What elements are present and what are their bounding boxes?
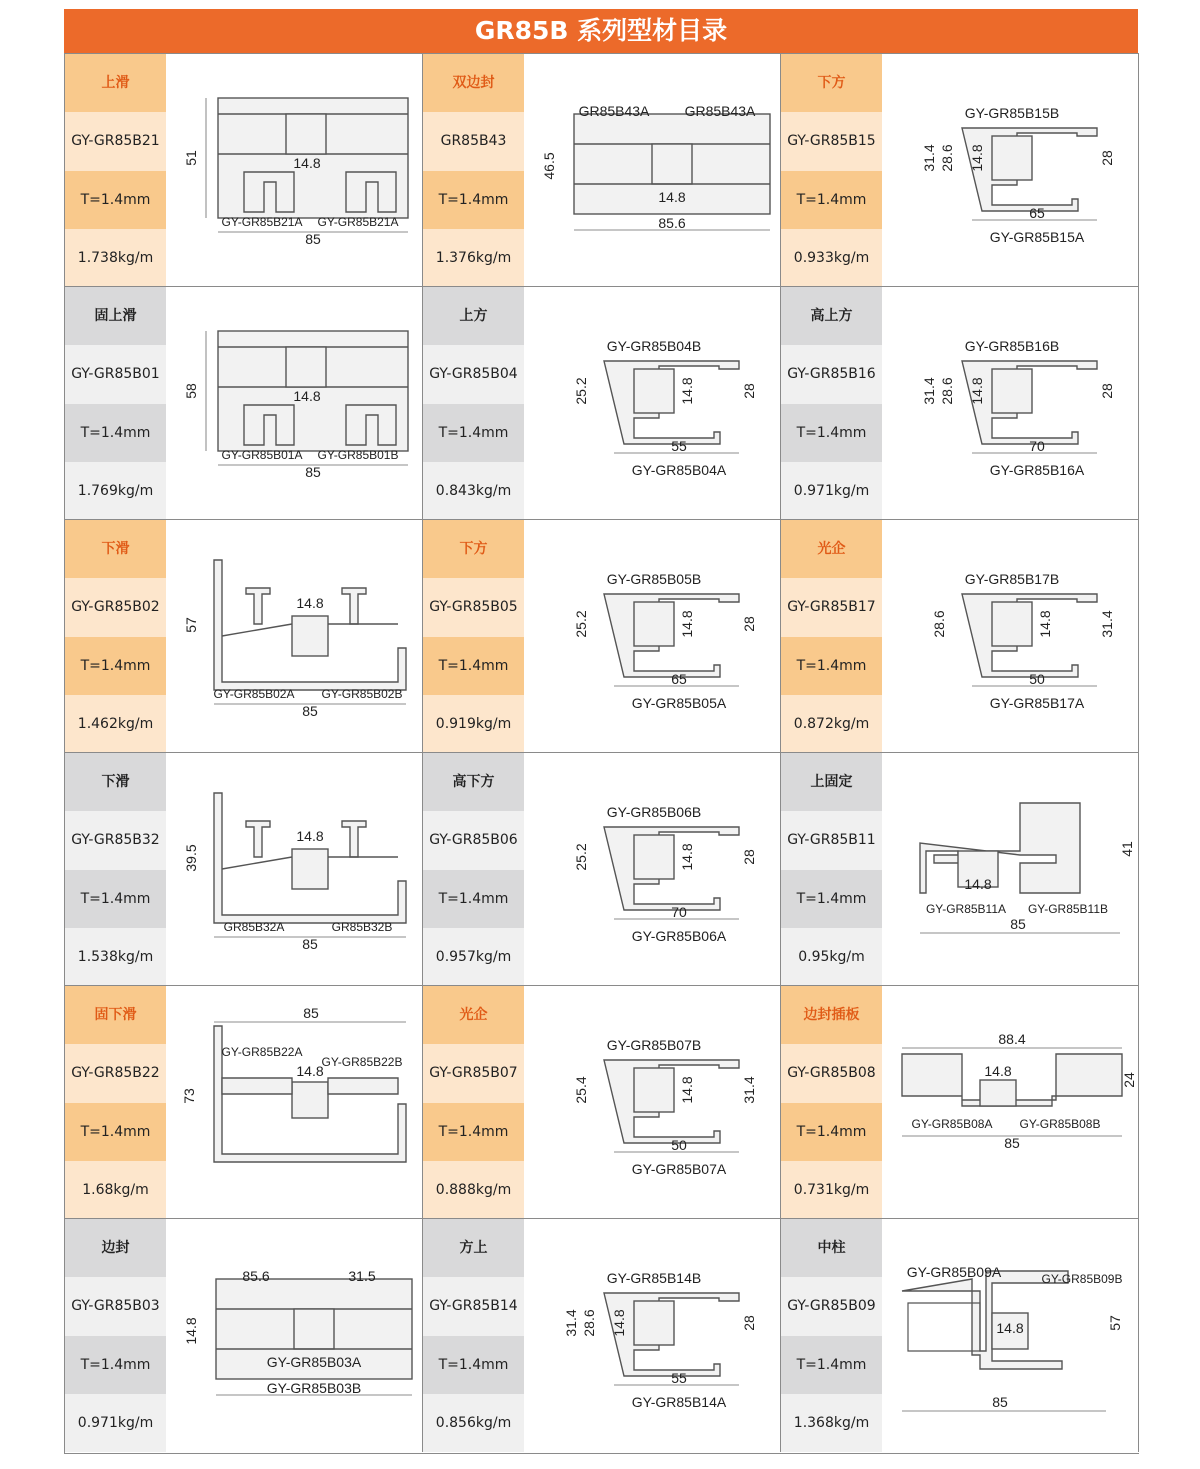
svg-text:85: 85 <box>305 464 321 480</box>
profile-info <box>781 520 882 753</box>
svg-text:GR85B43A: GR85B43A <box>578 103 650 119</box>
profile-section-diagram <box>882 986 1139 1219</box>
profile-drawing <box>166 54 423 287</box>
profile-name: 光企 <box>781 520 882 578</box>
svg-text:GY-GR85B11A: GY-GR85B11A <box>925 902 1007 916</box>
svg-text:85: 85 <box>992 1394 1008 1410</box>
svg-text:70: 70 <box>671 904 687 920</box>
svg-text:50: 50 <box>671 1137 687 1153</box>
svg-text:39.5: 39.5 <box>183 844 199 872</box>
svg-text:65: 65 <box>1029 205 1045 221</box>
svg-text:GY-GR85B14A: GY-GR85B14A <box>631 1394 727 1410</box>
svg-text:28.6: 28.6 <box>931 610 947 638</box>
svg-text:25.2: 25.2 <box>573 377 589 405</box>
profile-section-diagram <box>882 54 1139 287</box>
svg-text:14.8: 14.8 <box>293 388 321 404</box>
catalog-row <box>65 53 1139 287</box>
svg-text:GY-GR85B15A: GY-GR85B15A <box>989 229 1085 245</box>
profile-card <box>423 287 781 520</box>
svg-text:28: 28 <box>1099 383 1115 399</box>
profile-section-diagram <box>166 520 423 753</box>
profile-name: 上滑 <box>65 54 166 112</box>
svg-text:GY-GR85B16B: GY-GR85B16B <box>964 338 1060 354</box>
profile-name: 下方 <box>423 520 524 578</box>
profile-section-diagram <box>882 1219 1139 1452</box>
profile-weight: 1.368kg/m <box>781 1394 882 1452</box>
profile-card <box>781 1219 1139 1452</box>
svg-text:GY-GR85B17B: GY-GR85B17B <box>964 571 1060 587</box>
svg-text:25.2: 25.2 <box>573 843 589 871</box>
profile-weight: 0.731kg/m <box>781 1161 882 1219</box>
svg-text:GY-GR85B11B: GY-GR85B11B <box>1027 902 1109 916</box>
profile-name: 边封插板 <box>781 986 882 1044</box>
profile-code: GY-GR85B21 <box>65 112 166 170</box>
svg-text:14.8: 14.8 <box>183 1317 199 1345</box>
profile-code: GY-GR85B14 <box>423 1277 524 1335</box>
profile-section-diagram <box>524 287 781 520</box>
profile-name: 下滑 <box>65 753 166 811</box>
svg-text:14.8: 14.8 <box>658 189 686 205</box>
svg-text:GY-GR85B21A: GY-GR85B21A <box>317 215 399 229</box>
svg-text:14.8: 14.8 <box>296 828 324 844</box>
profile-thickness: T=1.4mm <box>423 1103 524 1161</box>
profile-code: GY-GR85B08 <box>781 1044 882 1102</box>
profile-info <box>65 287 166 520</box>
profile-section-diagram <box>166 54 423 287</box>
svg-text:65: 65 <box>671 671 687 687</box>
profile-weight: 1.769kg/m <box>65 462 166 520</box>
svg-text:GY-GR85B22B: GY-GR85B22B <box>321 1055 403 1069</box>
profile-info <box>65 986 166 1219</box>
profile-thickness: T=1.4mm <box>781 1103 882 1161</box>
svg-text:GY-GR85B08B: GY-GR85B08B <box>1019 1117 1101 1131</box>
svg-text:GY-GR85B01B: GY-GR85B01B <box>317 448 399 462</box>
profile-thickness: T=1.4mm <box>65 637 166 695</box>
svg-text:GR85B32A: GR85B32A <box>223 920 285 934</box>
svg-text:14.8: 14.8 <box>996 1320 1024 1336</box>
profile-weight: 0.971kg/m <box>65 1394 166 1452</box>
svg-text:46.5: 46.5 <box>541 152 557 180</box>
profile-drawing <box>166 520 423 753</box>
svg-text:14.8: 14.8 <box>296 1063 324 1079</box>
profile-drawing <box>524 753 781 986</box>
svg-text:GY-GR85B14B: GY-GR85B14B <box>606 1270 702 1286</box>
profile-drawing <box>524 1219 781 1452</box>
svg-text:31.4: 31.4 <box>563 1309 579 1337</box>
profile-card <box>65 753 423 986</box>
svg-text:88.4: 88.4 <box>998 1031 1026 1047</box>
svg-text:28.6: 28.6 <box>939 377 955 405</box>
profile-drawing <box>166 986 423 1219</box>
profile-code: GY-GR85B03 <box>65 1277 166 1335</box>
profile-name: 上固定 <box>781 753 882 811</box>
profile-weight: 1.462kg/m <box>65 695 166 753</box>
svg-text:14.8: 14.8 <box>969 377 985 405</box>
profile-name: 上方 <box>423 287 524 345</box>
profile-drawing <box>882 54 1139 287</box>
profile-section-diagram <box>524 986 781 1219</box>
svg-text:57: 57 <box>1107 1315 1123 1331</box>
profile-weight: 0.957kg/m <box>423 928 524 986</box>
profile-code: GY-GR85B22 <box>65 1044 166 1102</box>
svg-text:85: 85 <box>303 1005 319 1021</box>
profile-drawing <box>882 986 1139 1219</box>
svg-text:55: 55 <box>671 438 687 454</box>
profile-drawing <box>882 520 1139 753</box>
svg-text:14.8: 14.8 <box>679 610 695 638</box>
svg-text:51: 51 <box>183 150 199 166</box>
profile-section-diagram <box>524 520 781 753</box>
svg-text:85: 85 <box>1004 1135 1020 1151</box>
profile-name: 固上滑 <box>65 287 166 345</box>
profile-info <box>65 1219 166 1452</box>
svg-text:GY-GR85B08A: GY-GR85B08A <box>911 1117 993 1131</box>
svg-text:GY-GR85B09B: GY-GR85B09B <box>1041 1272 1123 1286</box>
svg-text:25.2: 25.2 <box>573 610 589 638</box>
svg-text:14.8: 14.8 <box>969 144 985 172</box>
svg-text:28: 28 <box>741 383 757 399</box>
svg-text:14.8: 14.8 <box>679 1076 695 1104</box>
svg-text:73: 73 <box>181 1088 197 1104</box>
profile-card <box>65 986 423 1219</box>
profile-drawing <box>166 753 423 986</box>
profile-card <box>65 520 423 753</box>
profile-weight: 0.888kg/m <box>423 1161 524 1219</box>
svg-text:GY-GR85B07B: GY-GR85B07B <box>606 1037 702 1053</box>
profile-info <box>781 54 882 287</box>
profile-info <box>781 287 882 520</box>
svg-text:31.5: 31.5 <box>348 1268 376 1284</box>
profile-info <box>423 986 524 1219</box>
svg-text:31.4: 31.4 <box>1099 610 1115 638</box>
svg-text:28.6: 28.6 <box>939 144 955 172</box>
svg-text:85.6: 85.6 <box>658 215 686 231</box>
svg-text:GY-GR85B06B: GY-GR85B06B <box>606 804 702 820</box>
profile-weight: 0.919kg/m <box>423 695 524 753</box>
svg-text:GY-GR85B02A: GY-GR85B02A <box>213 687 295 701</box>
profile-thickness: T=1.4mm <box>423 404 524 462</box>
svg-text:31.4: 31.4 <box>741 1076 757 1104</box>
profile-drawing <box>524 287 781 520</box>
profile-section-diagram <box>524 54 781 287</box>
profile-code: GY-GR85B05 <box>423 578 524 636</box>
svg-text:GR85B32B: GR85B32B <box>331 920 393 934</box>
svg-text:GY-GR85B16A: GY-GR85B16A <box>989 462 1085 478</box>
profile-card <box>65 1219 423 1452</box>
profile-name: 双边封 <box>423 54 524 112</box>
svg-text:85: 85 <box>302 936 318 952</box>
profile-drawing <box>524 520 781 753</box>
svg-text:14.8: 14.8 <box>293 155 321 171</box>
profile-info <box>65 520 166 753</box>
profile-info <box>65 753 166 986</box>
profile-drawing <box>524 986 781 1219</box>
profile-section-diagram <box>524 753 781 986</box>
profile-card <box>423 54 781 287</box>
profile-name: 高上方 <box>781 287 882 345</box>
profile-code: GY-GR85B01 <box>65 345 166 403</box>
svg-text:28: 28 <box>741 1315 757 1331</box>
profile-weight: 1.538kg/m <box>65 928 166 986</box>
profile-code: GY-GR85B09 <box>781 1277 882 1335</box>
svg-text:14.8: 14.8 <box>679 377 695 405</box>
svg-text:GY-GR85B22A: GY-GR85B22A <box>221 1045 303 1059</box>
svg-text:GY-GR85B05B: GY-GR85B05B <box>606 571 702 587</box>
profile-name: 高下方 <box>423 753 524 811</box>
svg-text:28: 28 <box>1099 150 1115 166</box>
profile-drawing <box>166 1219 423 1452</box>
profile-card <box>65 287 423 520</box>
profile-name: 下方 <box>781 54 882 112</box>
profile-thickness: T=1.4mm <box>781 637 882 695</box>
profile-info <box>65 54 166 287</box>
svg-text:31.4: 31.4 <box>921 377 937 405</box>
profile-weight: 0.856kg/m <box>423 1394 524 1452</box>
svg-text:25.4: 25.4 <box>573 1076 589 1104</box>
profile-code: GY-GR85B11 <box>781 811 882 869</box>
profile-code: GY-GR85B16 <box>781 345 882 403</box>
profile-section-diagram <box>882 287 1139 520</box>
svg-text:GY-GR85B02B: GY-GR85B02B <box>321 687 403 701</box>
profile-thickness: T=1.4mm <box>781 404 882 462</box>
profile-drawing <box>524 54 781 287</box>
svg-text:14.8: 14.8 <box>964 876 992 892</box>
svg-text:85: 85 <box>305 231 321 247</box>
profile-info <box>423 520 524 753</box>
svg-text:14.8: 14.8 <box>984 1063 1012 1079</box>
svg-text:85: 85 <box>302 703 318 719</box>
svg-text:GY-GR85B05A: GY-GR85B05A <box>631 695 727 711</box>
profile-grid <box>64 53 1139 1454</box>
profile-thickness: T=1.4mm <box>65 1336 166 1394</box>
svg-text:14.8: 14.8 <box>296 595 324 611</box>
profile-section-diagram <box>882 753 1139 986</box>
svg-text:28.6: 28.6 <box>581 1309 597 1337</box>
profile-card <box>781 287 1139 520</box>
svg-text:57: 57 <box>183 617 199 633</box>
svg-text:58: 58 <box>183 383 199 399</box>
svg-text:85: 85 <box>1010 916 1026 932</box>
profile-weight: 0.971kg/m <box>781 462 882 520</box>
profile-code: GY-GR85B17 <box>781 578 882 636</box>
catalog-row <box>65 1218 1139 1452</box>
profile-name: 边封 <box>65 1219 166 1277</box>
svg-text:GY-GR85B15B: GY-GR85B15B <box>964 105 1060 121</box>
catalog-row <box>65 752 1139 986</box>
profile-weight: 0.933kg/m <box>781 229 882 287</box>
svg-text:GY-GR85B01A: GY-GR85B01A <box>221 448 303 462</box>
profile-code: GR85B43 <box>423 112 524 170</box>
profile-info <box>781 986 882 1219</box>
svg-text:14.8: 14.8 <box>679 843 695 871</box>
profile-thickness: T=1.4mm <box>781 870 882 928</box>
profile-card <box>423 986 781 1219</box>
profile-section-diagram <box>166 287 423 520</box>
svg-text:GY-GR85B03B: GY-GR85B03B <box>266 1380 362 1396</box>
svg-text:50: 50 <box>1029 671 1045 687</box>
profile-thickness: T=1.4mm <box>423 870 524 928</box>
profile-card <box>781 520 1139 753</box>
profile-card <box>781 986 1139 1219</box>
catalog-title: GR85B 系列型材目录 <box>64 9 1138 53</box>
profile-info <box>423 1219 524 1452</box>
profile-drawing <box>166 287 423 520</box>
svg-text:GR85B43A: GR85B43A <box>684 103 756 119</box>
profile-info <box>781 753 882 986</box>
svg-text:70: 70 <box>1029 438 1045 454</box>
svg-text:31.4: 31.4 <box>921 144 937 172</box>
svg-text:GY-GR85B21A: GY-GR85B21A <box>221 215 303 229</box>
svg-text:85.6: 85.6 <box>242 1268 270 1284</box>
profile-section-diagram <box>882 520 1139 753</box>
profile-drawing <box>882 1219 1139 1452</box>
profile-code: GY-GR85B32 <box>65 811 166 869</box>
profile-thickness: T=1.4mm <box>423 1336 524 1394</box>
svg-text:GY-GR85B17A: GY-GR85B17A <box>989 695 1085 711</box>
profile-thickness: T=1.4mm <box>781 171 882 229</box>
svg-text:55: 55 <box>671 1370 687 1386</box>
profile-thickness: T=1.4mm <box>781 1336 882 1394</box>
profile-name: 方上 <box>423 1219 524 1277</box>
profile-thickness: T=1.4mm <box>423 171 524 229</box>
svg-text:GY-GR85B06A: GY-GR85B06A <box>631 928 727 944</box>
catalog-row <box>65 286 1139 520</box>
svg-text:GY-GR85B03A: GY-GR85B03A <box>266 1354 362 1370</box>
profile-card <box>781 753 1139 986</box>
svg-text:GY-GR85B04B: GY-GR85B04B <box>606 338 702 354</box>
catalog-row <box>65 519 1139 753</box>
profile-thickness: T=1.4mm <box>65 404 166 462</box>
profile-thickness: T=1.4mm <box>65 1103 166 1161</box>
profile-info <box>423 54 524 287</box>
profile-thickness: T=1.4mm <box>423 637 524 695</box>
profile-code: GY-GR85B02 <box>65 578 166 636</box>
profile-code: GY-GR85B07 <box>423 1044 524 1102</box>
svg-text:GY-GR85B07A: GY-GR85B07A <box>631 1161 727 1177</box>
profile-drawing <box>882 287 1139 520</box>
profile-weight: 0.843kg/m <box>423 462 524 520</box>
profile-section-diagram <box>166 753 423 986</box>
profile-thickness: T=1.4mm <box>65 870 166 928</box>
profile-name: 固下滑 <box>65 986 166 1044</box>
svg-text:28: 28 <box>741 849 757 865</box>
profile-drawing <box>882 753 1139 986</box>
profile-card <box>423 520 781 753</box>
catalog-row <box>65 985 1139 1219</box>
profile-name: 中柱 <box>781 1219 882 1277</box>
profile-card <box>423 753 781 986</box>
profile-name: 下滑 <box>65 520 166 578</box>
svg-text:GY-GR85B09A: GY-GR85B09A <box>906 1264 1002 1280</box>
svg-text:14.8: 14.8 <box>1037 610 1053 638</box>
profile-section-diagram <box>166 1219 423 1452</box>
profile-code: GY-GR85B04 <box>423 345 524 403</box>
profile-card <box>65 54 423 287</box>
profile-info <box>781 1219 882 1452</box>
profile-weight: 1.376kg/m <box>423 229 524 287</box>
profile-weight: 0.872kg/m <box>781 695 882 753</box>
profile-weight: 0.95kg/m <box>781 928 882 986</box>
svg-text:41: 41 <box>1119 841 1135 857</box>
profile-info <box>423 753 524 986</box>
profile-section-diagram <box>166 986 423 1219</box>
profile-section-diagram <box>524 1219 781 1452</box>
profile-info <box>423 287 524 520</box>
profile-code: GY-GR85B15 <box>781 112 882 170</box>
profile-card <box>423 1219 781 1452</box>
profile-weight: 1.738kg/m <box>65 229 166 287</box>
profile-name: 光企 <box>423 986 524 1044</box>
svg-text:24: 24 <box>1121 1072 1137 1088</box>
profile-thickness: T=1.4mm <box>65 171 166 229</box>
svg-text:28: 28 <box>741 616 757 632</box>
svg-text:14.8: 14.8 <box>611 1309 627 1337</box>
profile-weight: 1.68kg/m <box>65 1161 166 1219</box>
profile-code: GY-GR85B06 <box>423 811 524 869</box>
profile-card <box>781 54 1139 287</box>
svg-text:GY-GR85B04A: GY-GR85B04A <box>631 462 727 478</box>
